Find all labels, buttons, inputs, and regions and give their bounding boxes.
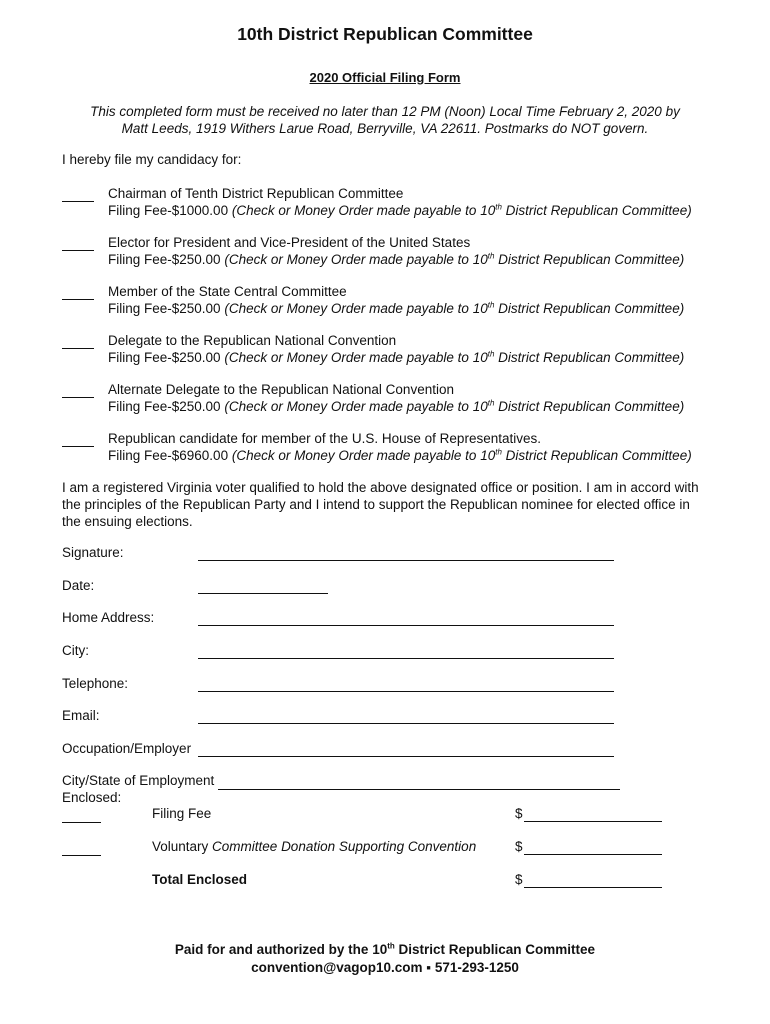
office-checkbox-blank[interactable] [62, 332, 94, 349]
dollar-sign: $ [515, 806, 523, 821]
office-fee: Filing Fee-$1000.00 [108, 203, 232, 218]
telephone-label: Telephone: [62, 676, 129, 691]
office-checkbox-blank[interactable] [62, 185, 94, 202]
telephone-field [62, 676, 622, 694]
deadline-line-1: This completed form must be received no later than 12 PM (Noon) Local Time February 2, 2020 by [90, 104, 680, 119]
home-address-field [62, 610, 622, 628]
office-fee: Filing Fee-$250.00 [108, 350, 225, 365]
office-name: Member of the State Central Committee [108, 284, 347, 299]
dollar-sign: $ [515, 839, 523, 854]
signature-label: Signature: [62, 545, 124, 560]
voter-statement: I am a registered Virginia voter qualified to hold the above designated office or position. I am in accord with the principles of the Republican Party and I intend to support the Republican nominee for elected office in the ensuing elections. [62, 480, 699, 529]
office-fee-line [108, 202, 692, 219]
fee-note: (Check or Money Order made payable to 10th District Republican Committee) [224, 251, 685, 267]
office-fee: Filing Fee-$250.00 [108, 252, 225, 267]
form-title: 10th District Republican Committee [237, 24, 533, 44]
office-fee: Filing Fee-$250.00 [108, 399, 225, 414]
signature-field [62, 545, 622, 563]
city-label: City: [62, 643, 89, 658]
employment-input-line[interactable] [218, 789, 620, 790]
filing-fee-row [62, 806, 672, 824]
fee-note: (Check or Money Order made payable to 10th District Republican Committee) [224, 398, 685, 414]
donation-check-blank[interactable] [62, 841, 101, 856]
email-field [62, 708, 622, 726]
date-field [62, 578, 622, 596]
filing-fee-amount-line[interactable] [524, 821, 662, 822]
office-fee: Filing Fee-$250.00 [108, 301, 225, 316]
fee-note: (Check or Money Order made payable to 10th District Republican Committee) [231, 447, 692, 463]
total-enclosed-label: Total Enclosed [152, 872, 248, 887]
deadline-line-2: Matt Leeds, 1919 Withers Larue Road, Berryville, VA 22611. Postmarks do NOT govern. [121, 121, 649, 136]
email-input-line[interactable] [198, 723, 614, 724]
email-label: Email: [62, 708, 100, 723]
donation-amount-line[interactable] [524, 854, 662, 855]
office-checkbox-blank[interactable] [62, 430, 94, 447]
office-fee: Filing Fee-$6960.00 [108, 448, 232, 463]
filing-fee-label: Filing Fee [152, 806, 212, 821]
donation-label: Voluntary Committee Donation Supporting Convention [152, 839, 477, 854]
occupation-label: Occupation/Employer [62, 741, 192, 756]
office-name: Republican candidate for member of the U.S. House of Representatives. [108, 431, 541, 446]
office-fee-line [108, 349, 684, 366]
deadline-notice [60, 103, 710, 137]
office-name: Alternate Delegate to the Republican National Convention [108, 382, 454, 397]
dollar-sign: $ [515, 872, 523, 887]
signature-input-line[interactable] [198, 560, 614, 561]
office-fee-line [108, 398, 684, 415]
office-name: Chairman of Tenth District Republican Committee [108, 186, 404, 201]
donation-row [62, 839, 672, 857]
office-checkbox-blank[interactable] [62, 381, 94, 398]
occupation-field [62, 741, 622, 759]
total-amount-line[interactable] [524, 887, 662, 888]
footer-contact: convention@vagop10.com ▪ 571-293-1250 [251, 960, 519, 975]
date-input-line[interactable] [198, 593, 328, 594]
candidacy-intro: I hereby file my candidacy for: [62, 152, 242, 167]
employment-label: City/State of Employment [62, 773, 215, 788]
city-field [62, 643, 622, 661]
office-fee-line [108, 300, 684, 317]
office-fee-line [108, 447, 692, 464]
home-address-input-line[interactable] [198, 625, 614, 626]
total-row [62, 872, 672, 890]
date-label: Date: [62, 578, 95, 593]
fee-note: (Check or Money Order made payable to 10th District Republican Committee) [231, 202, 692, 218]
fee-note: (Check or Money Order made payable to 10th District Republican Committee) [224, 349, 685, 365]
office-checkbox-blank[interactable] [62, 283, 94, 300]
footer-authorization: Paid for and authorized by the 10th District Republican Committee [174, 941, 596, 957]
fee-note: (Check or Money Order made payable to 10th District Republican Committee) [224, 300, 685, 316]
office-fee-line [108, 251, 684, 268]
occupation-input-line[interactable] [198, 756, 614, 757]
office-checkbox-blank[interactable] [62, 234, 94, 251]
telephone-input-line[interactable] [198, 691, 614, 692]
filing-fee-check-blank[interactable] [62, 808, 101, 823]
office-name: Elector for President and Vice-President of the United States [108, 235, 471, 250]
form-subtitle: 2020 Official Filing Form [309, 70, 461, 85]
home-address-label: Home Address: [62, 610, 155, 625]
city-input-line[interactable] [198, 658, 614, 659]
footer [0, 941, 770, 977]
office-name: Delegate to the Republican National Convention [108, 333, 397, 348]
enclosed-label: Enclosed: [62, 790, 122, 805]
